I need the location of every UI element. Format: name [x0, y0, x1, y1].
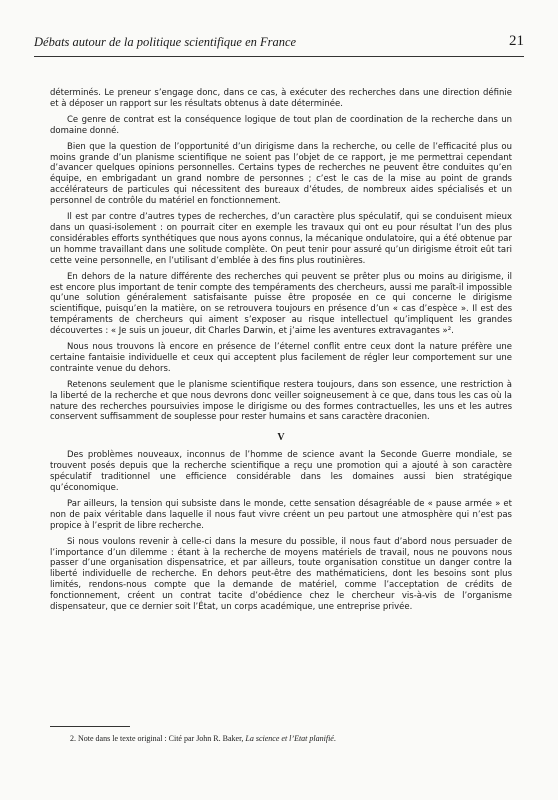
page-number: 21	[509, 33, 524, 49]
paragraph: Si nous voulons revenir à celle-ci dans la mesure du possible, il nous faut d’abord nous persuader de l’importance d’un dilemme : étant à la recherche de moyens matériels de travail, nous ne pouvons nous passer d’une organisation dispensatrice, et par ailleurs, toute organisation constitue un danger contre la liberté individuelle de recherche. En dehors peut-être des mathématiciens, dont les besoins sont plus limités, rendons-nous compte que la demande de matériel, comme l’acceptation de crédits de fonctionnement, créent un contrat tacite d’obédience chez le chercheur vis-à-vis de l’organisme dispensateur, que ce dernier soit l’État, un corps académique, une entreprise privée.	[50, 536, 512, 613]
footnote	[70, 734, 512, 743]
footnote-book-title: La science et l’Etat planifié	[245, 734, 334, 743]
paragraph: Il est par contre d’autres types de recherches, d’un caractère plus spéculatif, qui se conduisent mieux dans un quasi-isolement : on pourrait citer en exemple les travaux qui ont eu pour résultat l’un des plus considérables efforts synthétiques que nous ayons connus, la mécanique ondulatoire, qui a été obtenue par un homme travaillant dans une solitude complète. On peut tenir pour assuré qu’un dirigisme étroit eût tari cette veine personnelle, en l’utilisant d’emblée à des fins plus routinières.	[50, 212, 512, 266]
running-title: Débats autour de la politique scientifique en France	[34, 35, 297, 49]
paragraph: Nous nous trouvons là encore en présence de l’éternel conflit entre ceux dont la nature préfère une certaine fantaisie individuelle et ceux qui acceptent plus facilement de régler leur comportement sur une contrainte venue du dehors.	[50, 342, 512, 374]
paragraph: Des problèmes nouveaux, inconnus de l’homme de science avant la Seconde Guerre mondiale, se trouvent posés depuis que la recherche scientifique a reçu une promotion qui a ajouté à son caractère spéculatif traditionnel une efficience considérable dans les domaines aussi bien stratégique qu’économique.	[50, 450, 512, 493]
main-text	[50, 88, 512, 618]
paragraph: Retenons seulement que le planisme scientifique restera toujours, dans son essence, une restriction à la liberté de la recherche et que nous devrons donc veiller soigneusement à ce que, dans tous les cas où la nature des recherches poursuivies impose le dirigisme ou des formes contractuelles, les uns et les autres conservent suffisamment de souplesse pour rester humains et sans caractère draconien.	[50, 379, 512, 423]
paragraph: Bien que la question de l’opportunité d’un dirigisme dans la recherche, ou celle de l’efficacité plus ou moins grande d’un planisme scientifique ne soient pas l’objet de ce rapport, je me permettrai cependant d’avancer quelques opinions personnelles. Certains types de recherches ne peuvent être conduites qu’en équipe, en embrigadant un grand nombre de personnes ; c’est le cas de la mise au point de grands accélérateurs de particules qui nécessitent des bureaux d’études, de nombreux aides spécialisés et un personnel de contrôle du matériel en fonctionnement.	[50, 141, 512, 207]
footnote-end: .	[333, 734, 336, 743]
footnote-text: 2. Note dans le texte original : Cité par John R. Baker,	[70, 734, 246, 743]
paragraph: En dehors de la nature différente des recherches qui peuvent se prêter plus ou moins au dirigisme, il est encore plus important de tenir compte des tempéraments des chercheurs, aussi me paraît-il impossible qu’une solution généralement satisfaisante puisse être proposée en ce qui concerne le dirigisme scientifique, puisqu’en la matière, on se retrouvera toujours en présence d’un « cas d’espèce ». Il est des tempéraments de chercheurs qui aiment s’exposer au risque intellectuel qu’impliquent les grandes découvertes : « Je suis un joueur, dit Charles Darwin, et j’aime les aventures extravagantes »².	[50, 271, 512, 337]
footnote-divider	[50, 726, 130, 727]
section-heading: V	[277, 432, 285, 444]
paragraph: Par ailleurs, la tension qui subsiste dans le monde, cette sensation désagréable de « pause armée » et non de paix véritable dans laquelle il nous faut vivre créent un peu partout une atmosphère qui n’est pas propice à l’esprit de libre recherche.	[50, 498, 512, 531]
paragraph: Ce genre de contrat est la conséquence logique de tout plan de coordination de la recherche dans un domaine donné.	[50, 114, 512, 136]
paragraph: déterminés. Le preneur s’engage donc, dans ce cas, à exécuter des recherches dans une direction définie et à déposer un rapport sur les résultats obtenus à date déterminée.	[50, 88, 512, 109]
running-header	[34, 34, 524, 57]
